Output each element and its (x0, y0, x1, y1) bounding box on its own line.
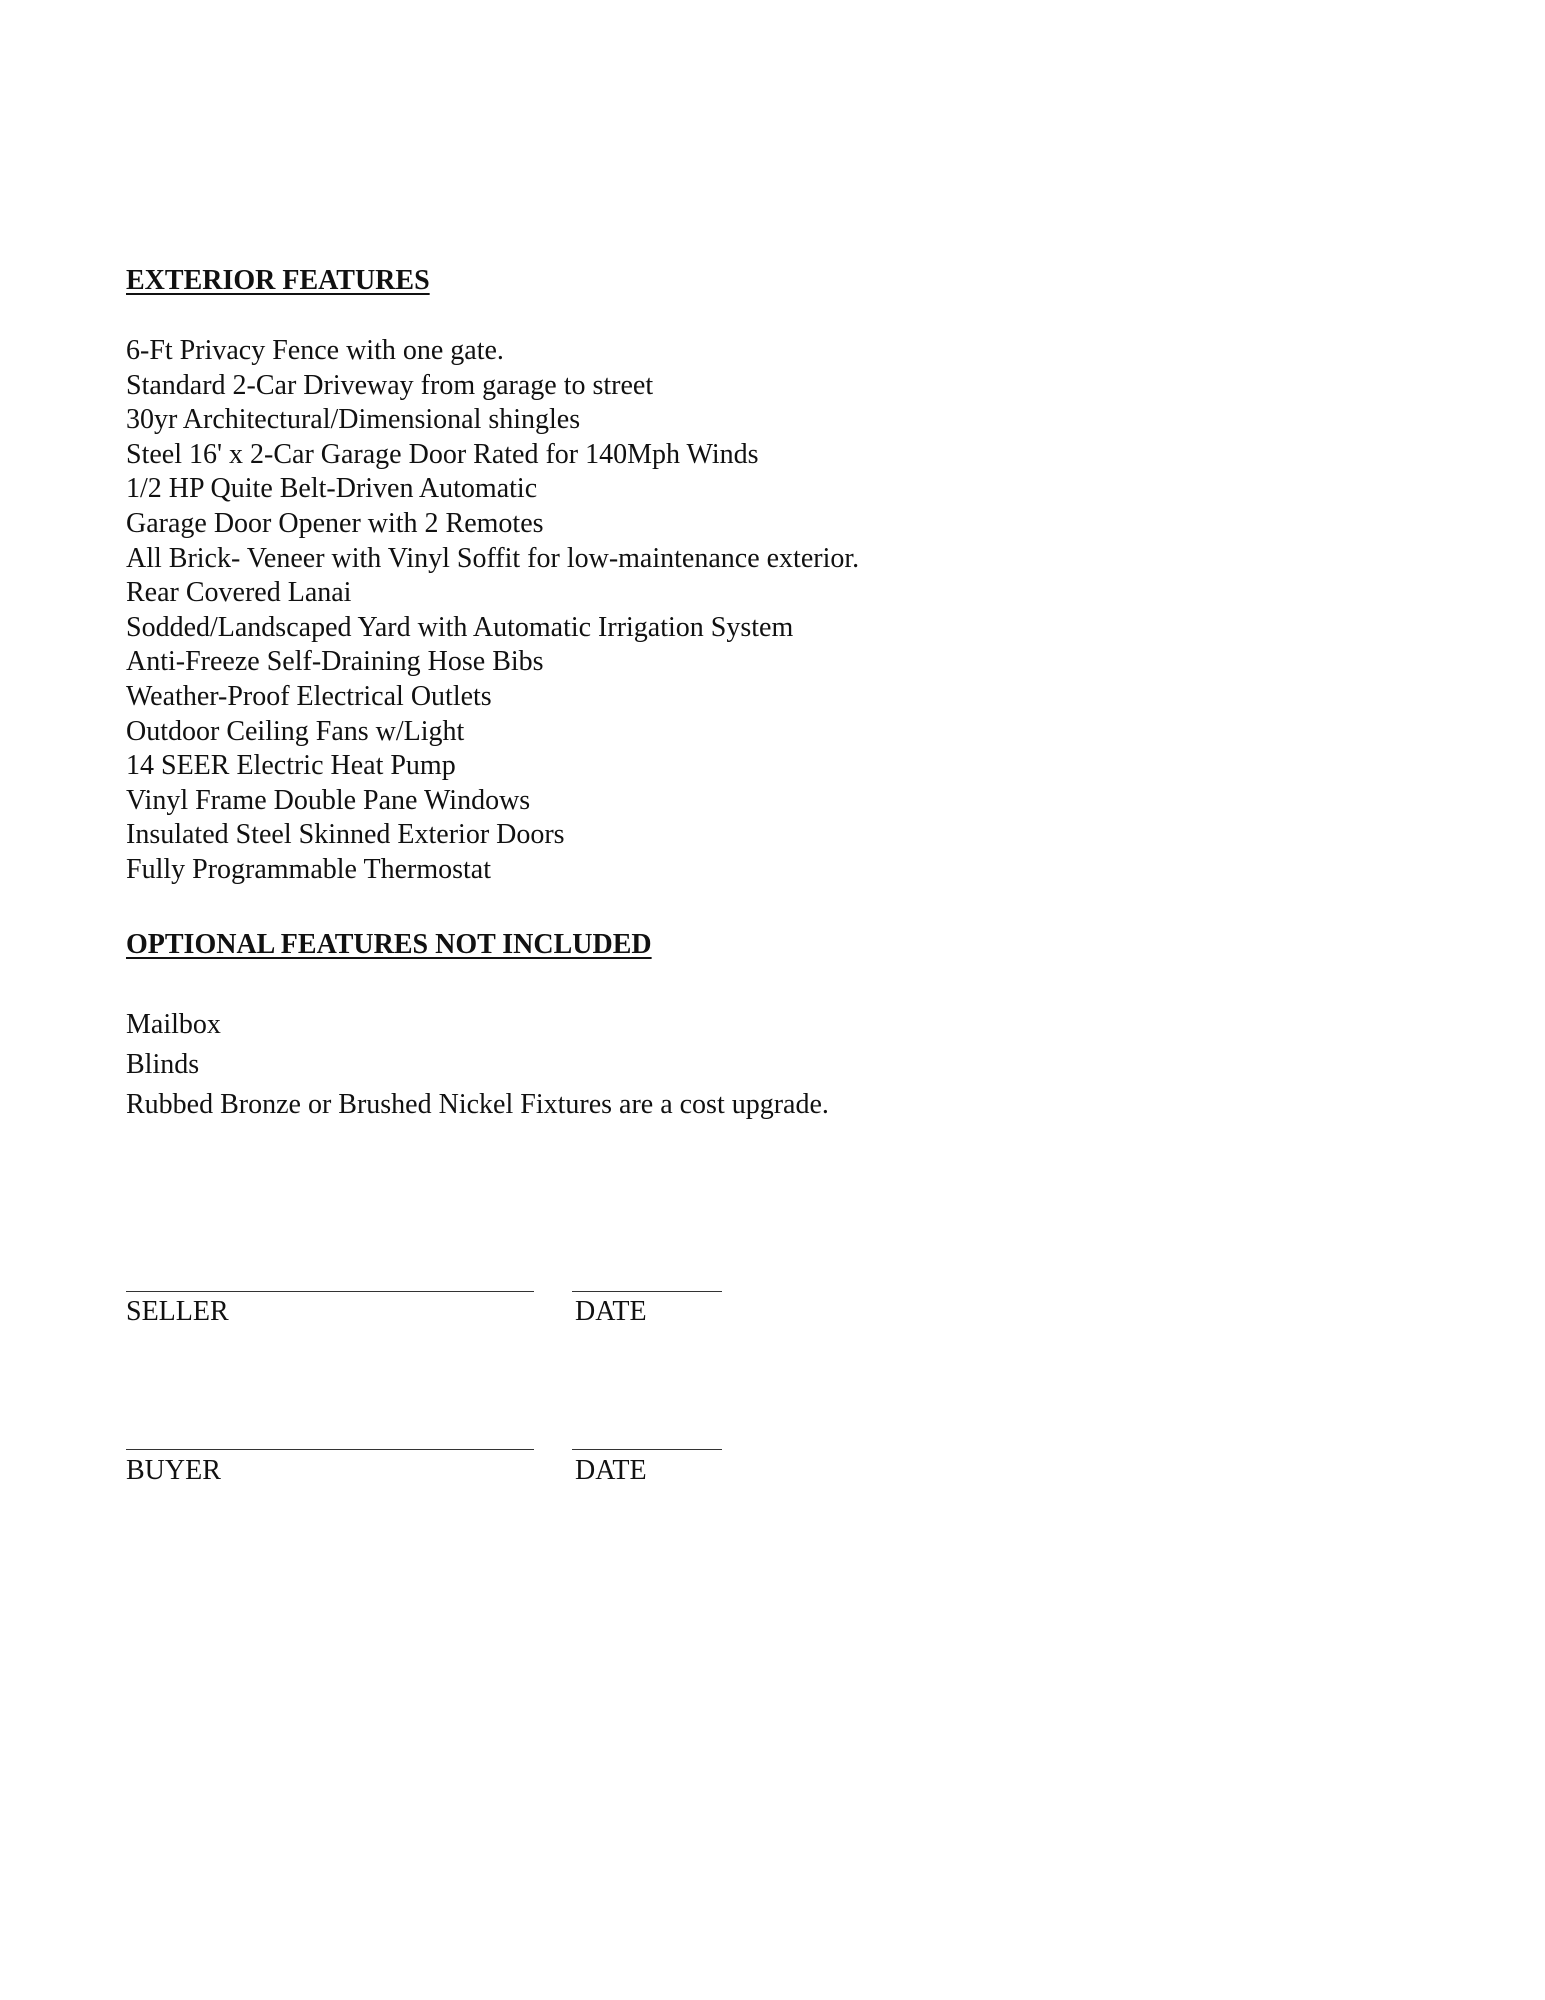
seller-label: SELLER (126, 1296, 229, 1327)
optional-features-list (126, 1005, 829, 1125)
list-item: 14 SEER Electric Heat Pump (126, 750, 456, 782)
list-item: 30yr Architectural/Dimensional shingles (126, 404, 581, 436)
optional-features-heading: OPTIONAL FEATURES NOT INCLUDED (126, 929, 652, 960)
list-item: Rubbed Bronze or Brushed Nickel Fixtures are a cost upgrade. (126, 1089, 829, 1120)
list-item: 6-Ft Privacy Fence with one gate. (126, 335, 504, 366)
list-item: Vinyl Frame Double Pane Windows (126, 784, 531, 816)
list-item: Rear Covered Lanai (126, 577, 352, 609)
seller-date-line[interactable] (572, 1291, 722, 1292)
buyer-label: BUYER (126, 1455, 221, 1486)
exterior-features-heading: EXTERIOR FEATURES (126, 265, 430, 296)
exterior-features-list (126, 334, 859, 888)
buyer-date-line[interactable] (572, 1449, 722, 1450)
list-item: Anti-Freeze Self-Draining Hose Bibs (126, 646, 544, 678)
seller-date-label: DATE (575, 1296, 647, 1327)
list-item: Garage Door Opener with 2 Remotes (126, 507, 544, 539)
list-item: Weather-Proof Electrical Outlets (126, 680, 492, 712)
buyer-date-label: DATE (575, 1455, 647, 1486)
list-item: Steel 16' x 2-Car Garage Door Rated for 140Mph Winds (126, 438, 759, 470)
buyer-signature-line[interactable] (126, 1449, 534, 1450)
list-item: Insulated Steel Skinned Exterior Doors (126, 819, 565, 851)
list-item: Mailbox (126, 1009, 221, 1040)
list-item: Outdoor Ceiling Fans w/Light (126, 715, 465, 747)
list-item: 1/2 HP Quite Belt-Driven Automatic (126, 473, 538, 505)
seller-signature-line[interactable] (126, 1291, 534, 1292)
list-item: Standard 2-Car Driveway from garage to street (126, 369, 654, 401)
list-item: Sodded/Landscaped Yard with Automatic Irrigation System (126, 611, 794, 643)
list-item: Blinds (126, 1049, 200, 1080)
list-item: Fully Programmable Thermostat (126, 853, 491, 885)
list-item: All Brick- Veneer with Vinyl Soffit for low-maintenance exterior. (126, 542, 860, 574)
